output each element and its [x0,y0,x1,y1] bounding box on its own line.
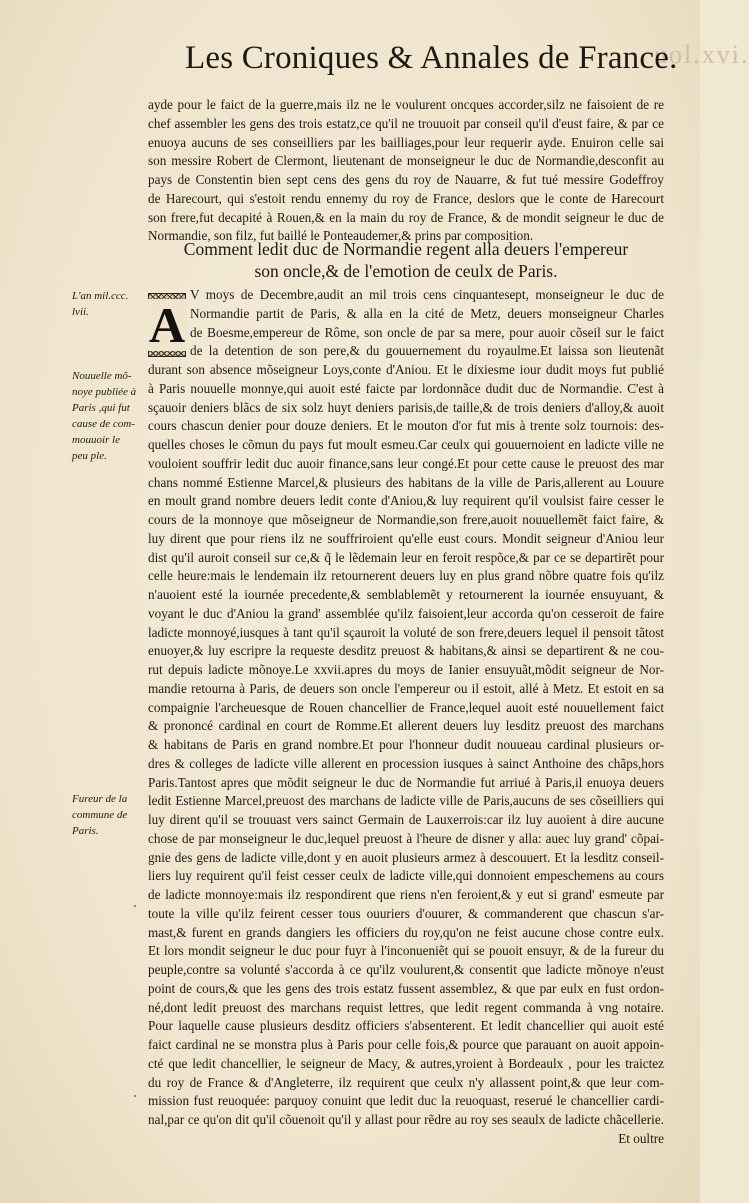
text-line: luy dirent qu'il se trouuast vers sainct Germain de Lauxerrois:car ilz luy auoient à dire aucune [148,812,664,827]
text-line: chans nommé Estienne Marcel,& plusieurs des habitans de la ville de Paris,allerent au Louure [148,474,664,490]
chapter-heading [148,238,664,282]
bleed-through-text: uol.xvi. [654,40,749,69]
text-line: Normandie, son filz, fut baillé le Ponteaudemer,& prins par composition. [148,228,534,244]
top-paragraph [148,96,664,246]
main-paragraph [148,286,664,1130]
text-line: né,dont ledit preuost des marchans requist lettres, que ledit regent commanda à vng notaire. [148,999,664,1015]
page-header-title: Les Croniques & Annales de France. [185,40,678,76]
text-line: ayde pour le faict de la guerre,mais ilz ne le voulurent oncques accorder,silz ne faisoient de re [148,97,664,112]
text-line: cours chascun denier pour douze deniers. Et le mouton d'or fut mis à trente solz tournois: des- [148,418,664,434]
text-line: de Boesme,empereur de Rôme, son oncle de par sa mere, pour auoir cõseil sur le faict [190,324,664,340]
text-line: faict cardinal ne se monstra plus à Paris pour celle fois,& pource que parauant on auoit appoin- [148,1037,664,1052]
text-line: de Harecourt, qui s'estoit rendu ennemy du roy de France, deslors que le conte de Harecourt [148,190,664,206]
text-line: Pour laquelle cause plusieurs desditz officiers s'absenterent. Et ledit chancellier qui auoit esté [148,1018,664,1034]
text-line: voyant le duc d'Aniou la grand' assemblée qu'ilz faisoient,leur accorda qu'on cesseroit de faire [148,605,664,621]
text-line: à Paris nouuelle monnye,qui auoit esté faicte par lordonnãce dudit duc de Normandie. C'est à [148,380,664,396]
text-line: enuoyer,& luy escripre la requeste desditz preuost & habitans,& ainsi se departirent & ne cou- [148,643,664,659]
text-line: du roy de France & d'Angleterre, ilz requirent que ceulx n'y allassent point,& que leur com- [148,1074,664,1090]
text-line: & prononcé cardinal en court de Romme.Et allerent deuers luy lesditz preuost des marchans [148,718,664,734]
text-line: pays de Constentin bien sept cens des gens du roy de Nauarre, & fut tué messire Godeffroy [148,172,664,187]
margin-speck [134,1095,136,1097]
text-line: gnie des gens de ladicte ville,dont y en auoit plusieurs armez à descouuert. Et la lesditz conseil- [148,849,664,865]
text-line: n'auoient esté la iournée precedente,& semblablemẽt y retournerent la iournée ensuyuant, & [148,587,664,602]
initial-letter: A [148,297,186,353]
text-line: liers luy requirent qu'il feist cesser ceulx de ladicte ville,qui donnoient empeschemens au cours [148,868,664,884]
text-line: Paris.Tantost apres que mõdit seigneur le duc de Normandie fut arriué à Paris,il enuoya deuers [148,774,664,790]
text-line: vouloient souffrir ledit duc auoir finance,sans leur congé.Et pour cette cause le preuost des mar [148,455,664,471]
text-line: son frere,fut decapité à Rouen,& en la main du roy de France, & de mondit seigneur le duc de [148,209,664,225]
text-line: toute la ville qu'ilz feirent cesser tous ouuriers d'ouurer, & commanderent que chascun s'ar- [148,905,664,921]
margin-speck [134,905,136,907]
text-line: celle heure:mais le lendemain ilz retournerent deuers luy en plus grand nõbre quatre fois qu'ilz [148,568,664,584]
text-line: ledit Estienne Marcel,preuost des marchans de ladicte ville de Paris,aucuns de ses cõseilliers qui [148,793,664,809]
text-line: enuoya aucuns de ses conseilliers par les bailliages,pour leur requerir ayde. Enuiron celle sai [148,134,664,150]
catchword-row [148,1130,664,1149]
text-line: durant son absence mõseigneur Loys,conte d'Aniou. Et le dixiesme iour dudit moys fut publié [148,362,664,377]
text-line: cours de la monnoye que mõseigneur de Normandie,son frere,auoit nouuellemẽt faict faire, & [148,512,664,527]
text-line: son messire Robert de Clermont, lieutenant de monseigneur le duc de Normandie,desconfit au [148,153,664,169]
text-line: quelles choses le cõmun du pays fut moult esmeu.Car ceulx qui gouuernoient en ladicte ville ne [148,437,664,452]
text-line: chose de par monseigneur le duc,lequel preuost à l'heure de disner y alla: auec luy grand' cõpai- [148,830,664,846]
catchword: Et oultre [618,1131,664,1146]
text-line: ladicte monnoyé,iusques à tant qu'il sçauroit la voluté de son frere,deuers lequel il pensoit tãtost [148,624,664,640]
text-line: nal,par ce qu'on dit qu'il cõuenoit qu'il y allast pour rẽdre au roy ses seaulx de ladicte chãcellerie. [148,1112,664,1127]
chapter-heading-line: son oncle,& de l'emotion de ceulx de Paris. [254,261,558,281]
text-line: luy dirent que pour riens ilz ne souffriroient qu'elle eust cours. Mondit seigneur d'Aniou leur [148,530,664,546]
sidenote-fury-of-commune: Fureur de la commune de Paris. [72,793,128,837]
text-line: compaignie l'archeuesque de Rouen chancellier de France,lequel auoit esté nouuellement faict [148,699,664,715]
text-line: de ladicte monnoye:mais ilz respondirent que riens n'en feroient,& y eut si grand' esmeute par [148,887,664,902]
text-line: chef assembler les gens des trois estatz,ce qu'il ne trouuoit par conseil qu'il d'eust faire, & par ce [148,115,664,131]
text-line: dres & colleges de ladicte ville allerent en procession iusques à sainct Anthoine des chãps,hors [148,755,664,771]
text-line: point de cours,& que les gens des trois estatz fussent assemblez, & que par eulx en fust ordon- [148,980,664,996]
text-line: en moult grand nombre deuers ledit conte d'Aniou,& luy requirent qu'il voulsist faire cesser le [148,493,664,509]
sidenote-year: L'an mil.ccc. lvii. [72,290,129,318]
text-line: dist qu'il auroit conseil sur ce,& q̃ le lẽdemain leur en feroit respõce,& par ce se departirẽt pour [148,549,664,565]
text-line: mandie retourna à Paris, de deuers son oncle l'empereur ou il estoit, allé à Metz. Et estoit en sa [148,680,664,696]
text-line: mast,& furent en grands dangiers les officiers du roy,qu'on ne feist aucune chose contre eulx. [148,924,664,940]
text-line: sçauoir deniers blãcs de six solz huyt deniers parisis,de taille,& de trois deniers d'alloy,& auoit [148,399,664,415]
chapter-heading-line: Comment ledit duc de Normandie regent alla deuers l'empereur [183,239,629,259]
text-line: peuple,contre sa volunté s'accorda à ce qu'ilz voulurent,& consentit que ladicte mõnoye n'eust [148,962,664,977]
text-line: V moys de Decembre,audit an mil trois cens cinquantesept, monseigneur le duc de [190,287,664,302]
text-line: mission fust reuoquée: parquoy conuint que ledit duc la reuoquast, reserué le chancellier cardi- [148,1093,664,1109]
text-line: de la detention de son pere,& du gouuernement du royaulme.Et laissa son lieutenãt [190,343,664,359]
text-line: Et lors mondit seigneur le duc pour fuyr à l'inconueniẽt qui se pouoit ensuyr, & de la fureur du [148,943,664,959]
text-line: rut depuis ladicte mõnoye.Le xxvii.apres du moys de Ianier ensuyuãt,mõdit seigneur de Nor- [148,662,664,677]
text-line: cté que ledit chancellier, le seigneur de Macy, & autres,yroient à Bordeaulx , pour les traictez [148,1055,664,1071]
sidenote-new-coinage: Nouuelle mõ-noye publiée à Paris ,qui fut cause de com-mouuoir le peu ple. [72,370,137,462]
text-line: & habitans de Paris en grand nombre.Et pour l'honneur dudit nouueau cardinal plusieurs or- [148,737,664,752]
text-line: Normandie partit de Paris, & alla en la cité de Metz, deuers monseigneur Charles [190,305,664,321]
